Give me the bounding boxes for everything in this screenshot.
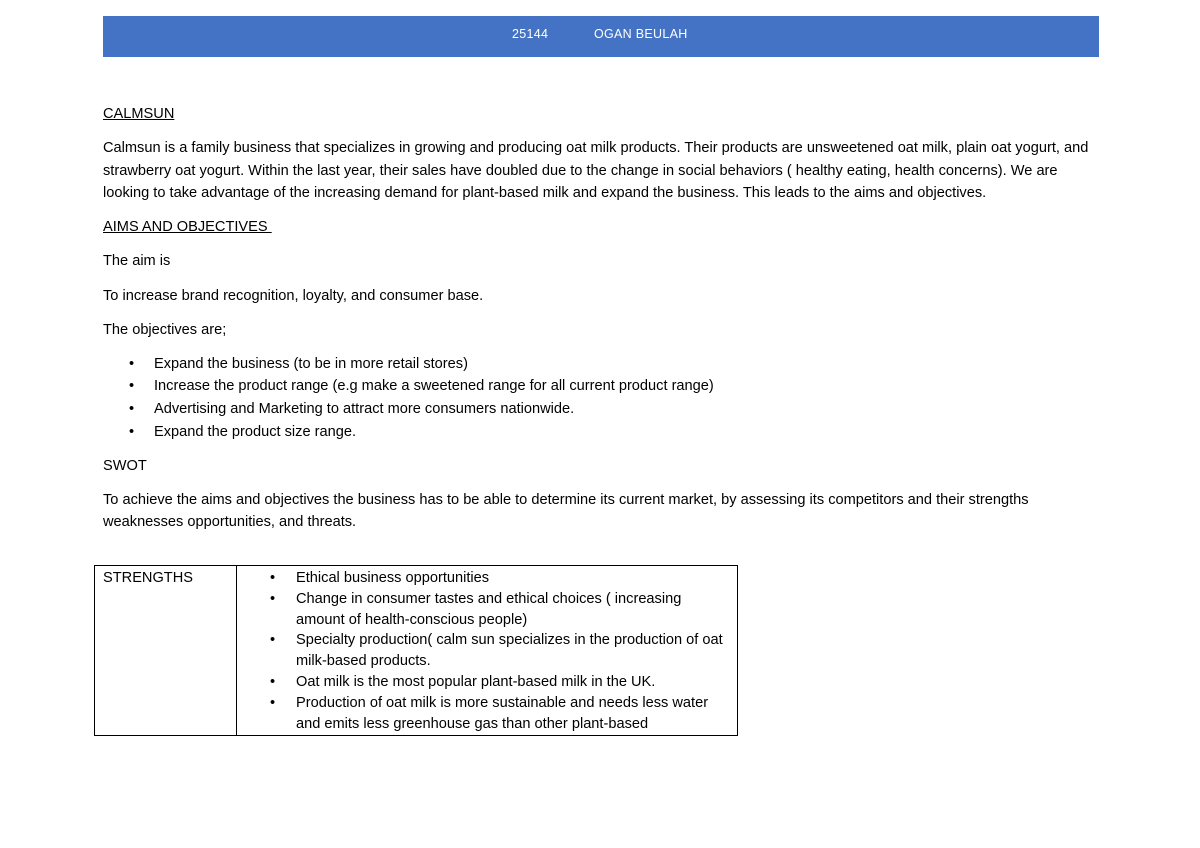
- list-item: • Production of oat milk is more sustainable and needs less water and emits less greenhouse gas than other plant-based: [270, 694, 709, 732]
- swot-label-cell: STRENGTHS: [95, 566, 237, 736]
- swot-items-cell: [237, 566, 738, 736]
- intro-paragraph: Calmsun is a family business that specializes in growing and producing oat milk products. Their products are unsweetened oat milk, plain oat yogurt, and strawberry oat yogurt. Within the last year, their sales have doubled due to the change in social behaviors ( healthy eating, health concerns). We are looking to take advantage of the increasing demand for plant-based milk and expand the business. This leads to the aims and objectives.: [103, 140, 1089, 202]
- aim-intro: The aim is: [103, 253, 171, 270]
- bullet-icon: •: [270, 632, 276, 649]
- author-name: OGAN BEULAH: [594, 27, 688, 41]
- list-item: • Increase the product range (e.g make a sweetened range for all current product range): [103, 375, 1099, 398]
- page-header-bar: [103, 16, 1099, 57]
- list-item: • Specialty production( calm sun specializes in the production of oat milk-based products.: [270, 632, 723, 670]
- bullet-icon: •: [129, 378, 135, 395]
- strengths-list: [245, 568, 729, 734]
- list-item: • Expand the product size range.: [103, 421, 1099, 444]
- aim-statement: To increase brand recognition, loyalty, and consumer base.: [103, 287, 484, 304]
- swot-heading: SWOT: [103, 457, 147, 474]
- objectives-list: [103, 353, 1099, 443]
- swot-intro: To achieve the aims and objectives the business has to be able to determine its current market, by assessing its competitors and their strengths weaknesses opportunities, and threats.: [103, 491, 1029, 531]
- bullet-icon: •: [129, 355, 135, 372]
- swot-table: [94, 565, 738, 736]
- table-row: [95, 566, 738, 736]
- objectives-intro: The objectives are;: [103, 321, 227, 338]
- list-item: • Oat milk is the most popular plant-based milk in the UK.: [245, 672, 729, 693]
- bullet-icon: •: [270, 694, 276, 711]
- company-heading: CALMSUN: [103, 106, 175, 122]
- bullet-icon: •: [129, 400, 135, 417]
- list-item: • Ethical business opportunities: [245, 568, 729, 589]
- bullet-icon: •: [129, 423, 135, 440]
- bullet-icon: •: [270, 590, 276, 607]
- list-item: • Expand the business (to be in more retail stores): [103, 353, 1099, 376]
- list-item: • Advertising and Marketing to attract more consumers nationwide.: [103, 398, 1099, 421]
- bullet-icon: •: [270, 570, 276, 586]
- bullet-icon: •: [270, 673, 276, 690]
- student-id: 25144: [512, 27, 549, 41]
- list-item: • Change in consumer tastes and ethical choices ( increasing amount of health-conscious people): [270, 590, 682, 628]
- aims-heading: AIMS AND OBJECTIVES: [103, 219, 272, 236]
- document-body: [103, 103, 1099, 545]
